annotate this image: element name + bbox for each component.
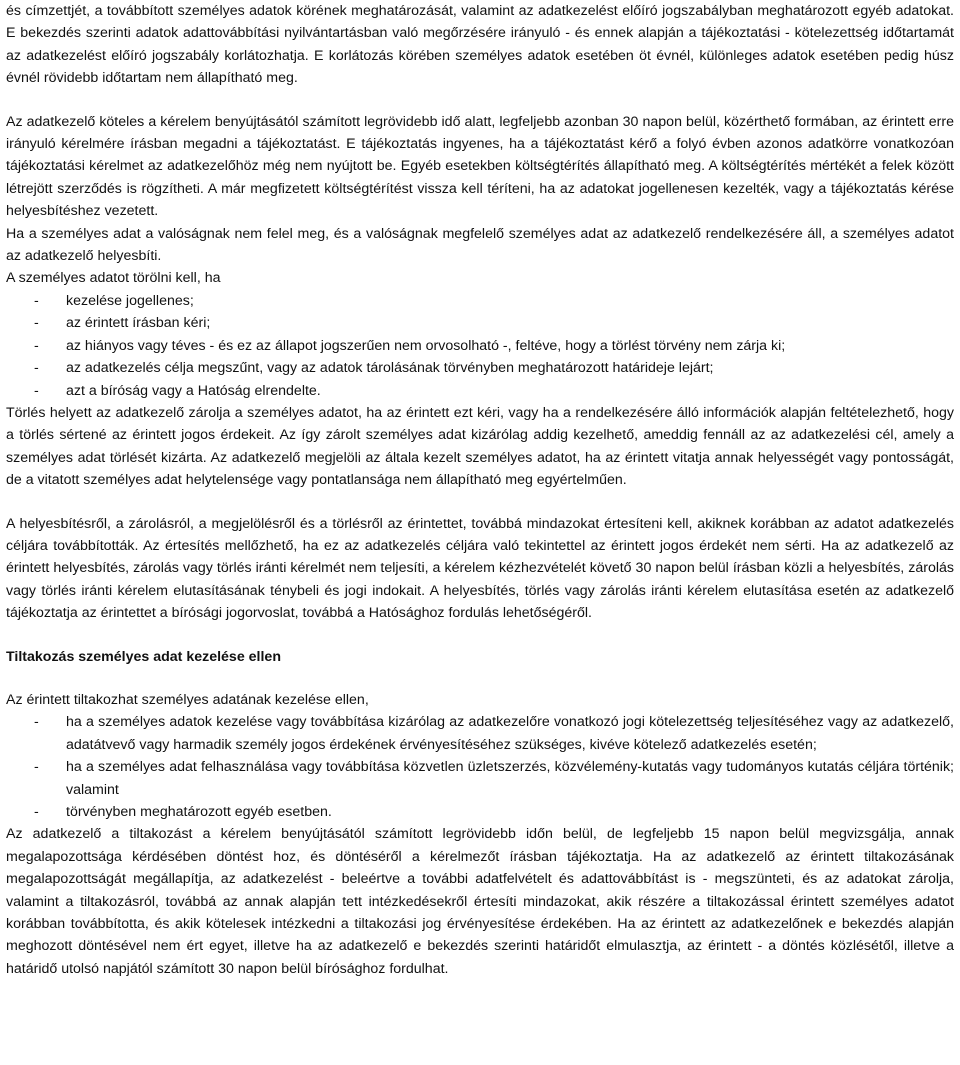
spacer [6,625,954,646]
spacer [6,492,954,513]
list-dash: - [34,337,39,354]
paragraph-adattovabbitas: és címzettjét, a továbbított személyes adatok körének meghatározását, valamint az adatkezelést előíró jogszabályban meghatározott egyéb adatokat. E bekezdés szerinti adatok adattovábbítási nyilvántartásban való megőrzésére irányuló - és ennek alapján a tájékoztatási - kötelezettség időtartamát az adatkezelést előíró jogszabály korlátozhatja. E korlátozás körében személyes adatok esetében öt évnél, különleges adatok esetében pedig húsz évnél rövidebb időtartam nem állapítható meg. [6,3,954,87]
list-dash: - [34,360,39,377]
list-item-text: ha a személyes adatok kezelése vagy továbbítása kizárólag az adatkezelőre vonatkozó jogi kötelezettség teljesítéséhez vagy az adatkezelő, adatátvevő vagy harmadik személy jogos érdekének érvényesítéséhez szükséges, kivéve kötelező adatkezelés esetén; [66,714,954,753]
list-item [6,380,954,402]
list-dash: - [34,382,39,399]
paragraph-helyesbites: Ha a személyes adat a valóságnak nem felel meg, és a valóságnak megfelelő személyes adat az adatkezelő rendelkezésére áll, a személyes adatot az adatkezelő helyesbíti. [6,225,954,265]
list-item [6,801,954,823]
list-item-text: az adatkezelés célja megszűnt, vagy az adatok tárolásának törvényben meghatározott határideje lejárt; [66,360,714,377]
list-item [6,290,954,312]
list-dash: - [34,315,39,332]
list-item-text: ha a személyes adat felhasználása vagy továbbítása közvetlen üzletszerzés, közvélemény-kutatás vagy tudományos kutatás céljára történik; valamint [66,759,954,798]
spacer [6,90,954,111]
list-item [6,312,954,334]
list-dash: - [34,804,39,820]
list-dash: - [34,292,39,309]
section-heading-tiltakozas: Tiltakozás személyes adat kezelése ellen [6,648,281,665]
list-item-text: azt a bíróság vagy a Hatóság elrendelte. [66,382,321,399]
paragraph-tajekoztatas-hatarido: Az adatkezelő köteles a kérelem benyújtásától számított legrövidebb idő alatt, legfeljebb azonban 30 napon belül, közérthető formában, az érintett erre irányuló kérelmére írásban megadni a tájékoztatást. E tájékoztatás ingyenes, ha a tájékoztatást kérő a folyó évben azonos adatkörre vonatkozóan tájékoztatási kérelmet az adatkezelőhöz még nem nyújtott be. Egyéb esetekben költségtérítés állapítható meg. A költségtérítés mértékét a felek között létrejött szerződés is rögzítheti. A már megfizetett költségtérítést vissza kell téríteni, ha az adatokat jogellenesen kezelték, vagy a tájékoztatás kérése helyesbítéshez vezetett. [6,113,954,220]
torles-conditions-list [6,290,954,402]
paragraph-tiltakozas-intro: Az érintett tiltakozhat személyes adatának kezelése ellen, [6,691,369,708]
list-item [6,357,954,379]
list-item-text: kezelése jogellenes; [66,292,194,309]
paragraph-tiltakozas-dontes: Az adatkezelő a tiltakozást a kérelem benyújtásától számított legrövidebb időn belül, de legfeljebb 15 napon belül megvizsgálja, annak megalapozottsága kérdésében döntést hoz, és döntéséről a kérelmezőt írásban tájékoztatja. Ha az adatkezelő az érintett tiltakozásának megalapozottságát megállapítja, az adatkezelést - beleértve a további adatfelvételt és adattovábbítást is - megszünteti, és az adatokat zárolja, valamint a tiltakozásról, továbbá az annak alapján tett intézkedésekről értesíti mindazokat, akik részére a tiltakozással érintett személyes adatot korábban továbbította, és akik kötelesek intézkedni a tiltakozási jog érvényesítése érdekében. Ha az érintett az adatkezelőnek e bekezdés alapján meghozott döntésével nem ért egyet, illetve ha az adatkezelő e bekezdés szerinti határidőt elmulasztja, az érintett - a döntés közlésétől, illetve a határidő utolsó napjától számított 30 napon belül bírósághoz fordulhat. [6,826,954,977]
list-item-text: az érintett írásban kéri; [66,315,211,332]
list-dash: - [34,759,39,776]
list-item [6,335,954,357]
tiltakozas-conditions-list [6,711,954,823]
paragraph-ertesites: A helyesbítésről, a zárolásról, a megjelölésről és a törlésről az érintettet, továbbá mindazokat értesíteni kell, akiknek korábban az adatot adatkezelés céljára továbbították. Az értesítés mellőzhető, ha ez az adatkezelés céljára való tekintettel az érintett jogos érdekét nem sérti. Ha az adatkezelő az érintett helyesbítés, zárolás vagy törlés iránti kérelmét nem teljesíti, a kérelem kézhezvételét követő 30 napon belül írásban közli a helyesbítés, zárolás vagy törlés iránti kérelem elutasításának ténybeli és jogi indokait. A helyesbítés, törlés vagy zárolás iránti kérelem elutasítása esetén az adatkezelő tájékoztatja az érintettet a bírósági jogorvoslat, továbbá a Hatósághoz fordulás lehetőségéről. [6,515,954,622]
list-item-text: törvényben meghatározott egyéb esetben. [66,804,332,820]
spacer [6,668,954,689]
paragraph-zarolas: Törlés helyett az adatkezelő zárolja a személyes adatot, ha az érintett ezt kéri, vagy ha a rendelkezésére álló információk alapján feltételezhető, hogy a törlés sértené az érintett jogos érdekeit. Az így zárolt személyes adat kizárólag addig kezelhető, ameddig fennáll az az adatkezelési cél, amely a személyes adat törlését kizárta. Az adatkezelő megjelöli az általa kezelt személyes adatot, ha az érintett vitatja annak helyességét vagy pontosságát, de a vitatott személyes adat helytelensége vagy pontatlansága nem állapítható meg egyértelműen. [6,404,954,489]
list-item [6,756,954,801]
list-item [6,711,954,756]
list-item-text: az hiányos vagy téves - és ez az állapot jogszerűen nem orvosolható -, feltéve, hogy a törlést törvény nem zárja ki; [66,337,786,354]
paragraph-torles-intro: A személyes adatot törölni kell, ha [6,270,221,287]
list-dash: - [34,714,39,731]
